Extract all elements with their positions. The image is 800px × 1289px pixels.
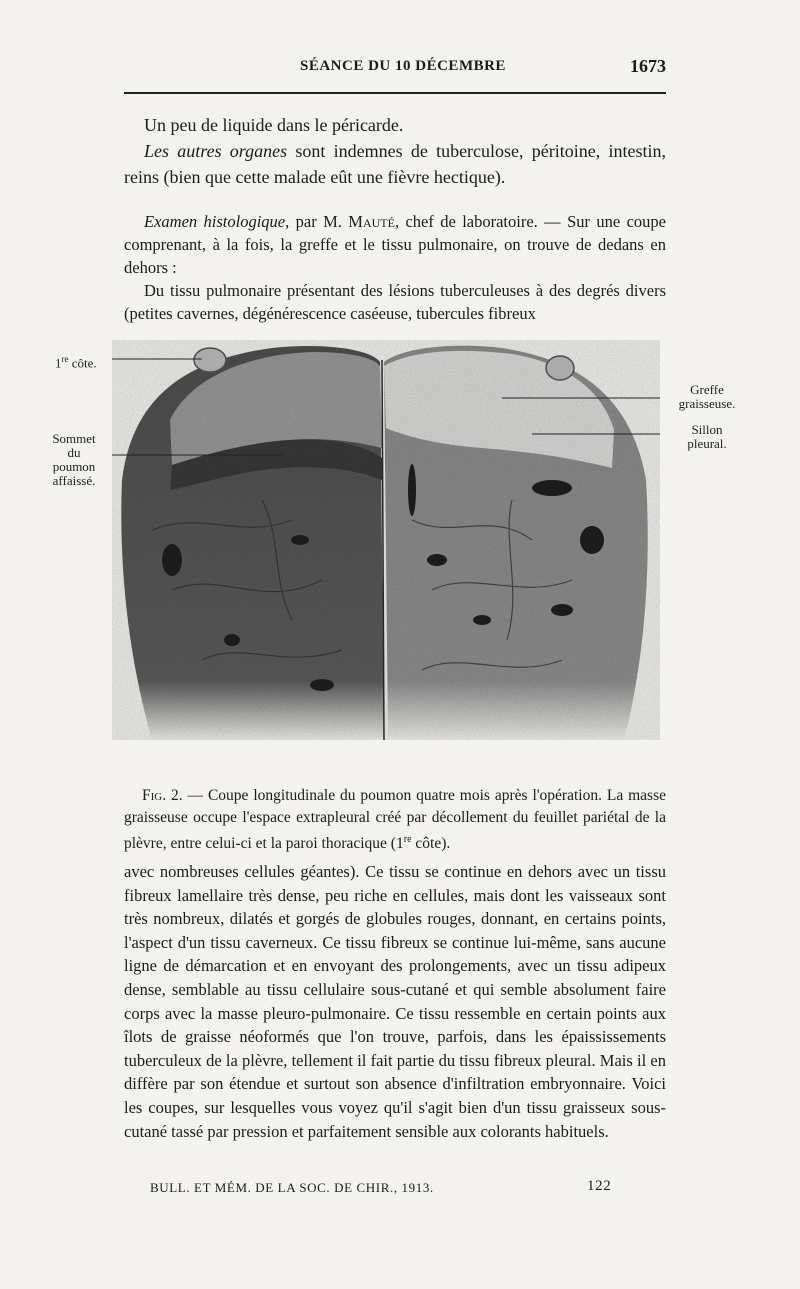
header-rule: [124, 92, 666, 94]
paragraph-autres-organes: [124, 138, 666, 190]
callout-apex-1: Sommet: [52, 431, 96, 446]
callout-sulcus-1: Sillon: [691, 422, 723, 437]
text-p3-mid: , par M.: [285, 212, 349, 231]
figure-caption: [124, 785, 666, 855]
callout-rib-num: 1: [55, 355, 62, 371]
text-p3-rest: , chef de laboratoire. — Sur une coupe comprenant, à la fois, la greffe et le tissu pulmonaire, on trouve de dedans en dehors :: [124, 212, 666, 277]
callout-rib-word: côte.: [68, 355, 97, 371]
footer-signature: 122: [587, 1178, 612, 1194]
callout-rib-sup: re: [61, 354, 69, 364]
caption-rib-num: 1: [395, 835, 404, 853]
text-p3-name: Mauté: [348, 212, 395, 231]
body-text-bottom: [124, 860, 666, 1143]
figure-lung-section: [112, 340, 660, 760]
text-p3-italic: Examen histologique: [144, 212, 286, 231]
paragraph-tissu-pulmonaire: [124, 279, 666, 325]
lung-illustration: [112, 340, 660, 760]
paragraph-examen: [124, 210, 666, 279]
callout-rib: [55, 352, 97, 370]
running-head: [124, 54, 666, 82]
footer-journal: BULL. ET MÉM. DE LA SOC. DE CHIR., 1913.: [150, 1180, 434, 1195]
callout-apex: [48, 432, 100, 488]
paragraph-pericarde: [124, 112, 666, 138]
caption-rib-sup: re: [403, 834, 412, 845]
running-title: SÉANCE DU 10 DÉCEMBRE: [300, 58, 506, 74]
caption-rib-end: côte).: [411, 835, 451, 853]
callout-graft-2: graisseuse.: [678, 396, 736, 411]
text-p2-italic: Les autres organes: [144, 141, 288, 161]
text-p5: avec nombreuses cellules géantes). Ce tissu se continue en dehors avec un tissu fibreux lamellaire très dense, peu riche en cellules, mais dont les vaisseaux sont très nombreux, dilatés et gorgés de globules rouges, donnant, en certains points, l'aspect d'un tissu caverneux. Ce tissu fibreux se continue lui-même, sans aucune ligne de démarcation et en envoyant des prolongements, avec un tissu adipeux dense, semblable au tissu cellulaire sous-cutané et qui semble absolument faire corps avec la masse pleuro-pulmonaire. Ce tissu ressemble en certain points aux îlots de graisse néoformés que l'on trouve, parfois, dans les épaississements tuberculeux de la plèvre, tellement il fait partie du tissu fibreux pleural. Mais il en diffère par son étendue et surtout son absence d'infiltration embryonnaire. Voici les coupes, sur lesquelles vous voyez qu'il s'agit bien d'un tissu graisseux sous-cutané tassé par pression et parfaitement sensible aux colorants habituels.: [124, 862, 666, 1141]
page-footer: [150, 1180, 630, 1202]
caption-fig-label: Fig. 2.: [142, 787, 183, 804]
callout-apex-2: du: [67, 445, 81, 460]
callout-apex-4: affaissé.: [52, 473, 96, 488]
text-p1: Un peu de liquide dans le péricarde.: [144, 115, 404, 135]
paragraph-cellules-geantes: [124, 860, 666, 1143]
callout-apex-3: poumon: [52, 459, 96, 474]
page-number: 1673: [630, 56, 666, 76]
text-p4: Du tissu pulmonaire présentant des lésions tuberculeuses à des degrés divers (petites cavernes, dégénérescence caséeuse, tubercules fibreux: [124, 281, 666, 323]
text-p2-rest: sont indemnes de tuberculose, péritoine, intestin, reins (bien que cette malade eût une fièvre hectique).: [124, 141, 666, 187]
caption-text: — Coupe longitudinale du poumon quatre mois après l'opération. La masse graisseuse occupe l'espace extrapleural créé par décollement du feuillet pariétal de la plèvre, entre celui-ci et la paroi thoracique (: [124, 787, 666, 853]
body-text-top: [124, 112, 666, 325]
callout-sulcus: [676, 423, 738, 451]
callout-graft-1: Greffe: [690, 382, 724, 397]
callout-graft: [672, 383, 742, 411]
callout-sulcus-2: pleural.: [687, 436, 727, 451]
